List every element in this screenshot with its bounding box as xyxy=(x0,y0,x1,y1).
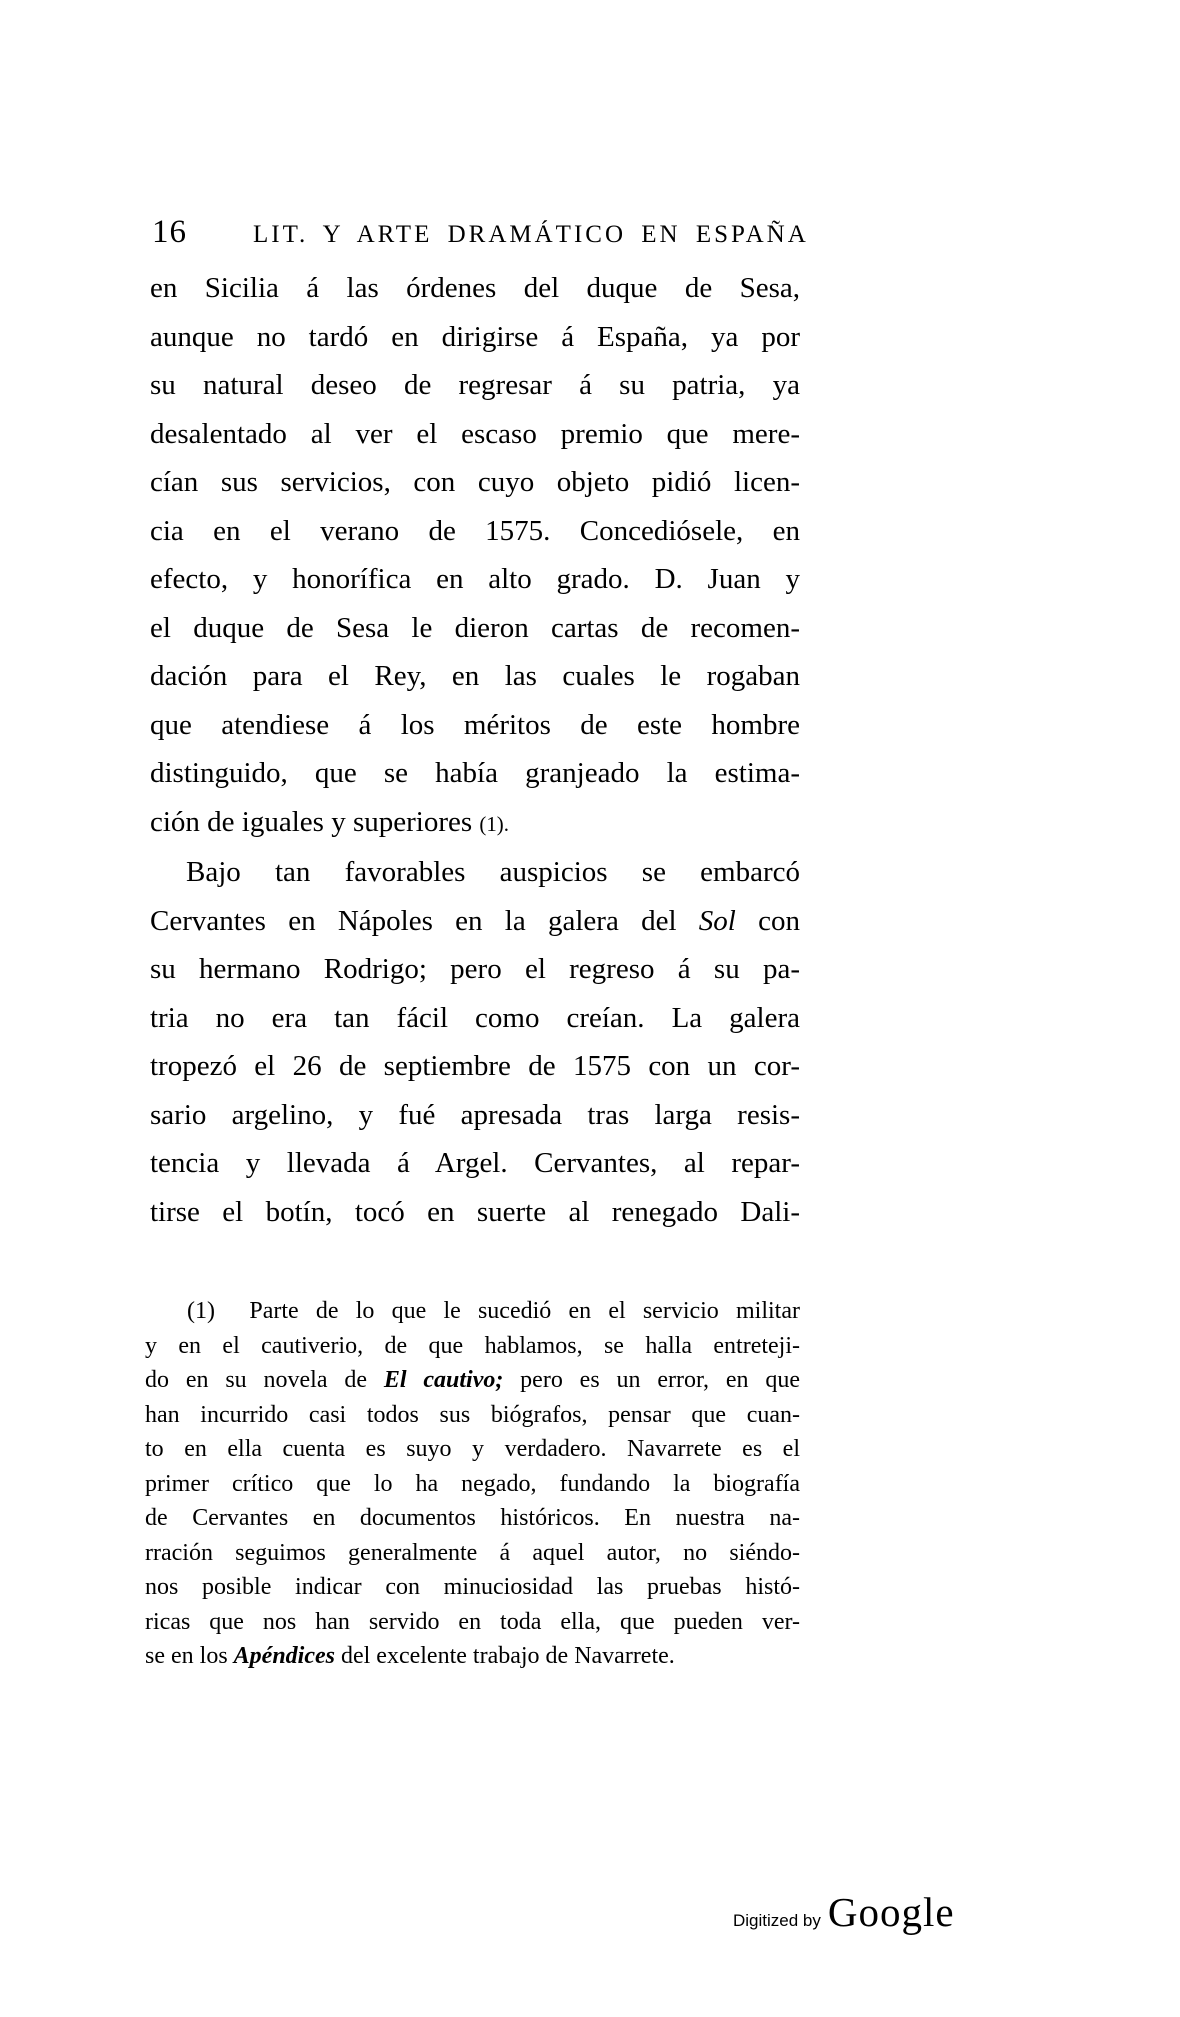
text-segment: Cervantes en Nápoles en la galera del xyxy=(150,904,699,937)
text-segment: su natural deseo de regresar á su patria, ya xyxy=(150,369,800,401)
body-line xyxy=(150,555,800,604)
text-segment: en Sicilia á las órdenes del duque de Sesa, xyxy=(150,272,800,304)
text-segment: se en los xyxy=(145,1643,234,1669)
text-segment: su hermano Rodrigo; pero el regreso á su pa- xyxy=(150,953,800,985)
text-segment: pero es un error, en que xyxy=(503,1367,801,1393)
text-segment: ricas que nos han servido en toda ella, que pueden ver- xyxy=(145,1608,800,1635)
text-segment: rración seguimos generalmente á aquel autor, no siéndo- xyxy=(145,1539,800,1566)
text-segment: desalentado al ver el escaso premio que mere- xyxy=(150,417,800,450)
body-line xyxy=(150,897,800,946)
page-number: 16 xyxy=(152,214,187,250)
text-segment: tirse el botín, tocó en suerte al renegado Dali- xyxy=(150,1195,800,1228)
body-line xyxy=(150,848,800,897)
text-segment: tria no era tan fácil como creían. La galera xyxy=(150,1001,800,1034)
body-line xyxy=(150,458,800,507)
text-segment: (1). xyxy=(479,811,509,836)
text-segment: sario argelino, y fué apresada tras larga resis- xyxy=(150,1098,800,1131)
text-segment: y en el cautiverio, de que hablamos, se halla entreteji- xyxy=(145,1332,800,1359)
footnote-line xyxy=(145,1536,800,1571)
text-segment: aunque no tardó en dirigirse á España, ya por xyxy=(150,320,800,353)
footnote-line xyxy=(145,1294,800,1329)
footnote-line xyxy=(145,1605,800,1640)
body-line xyxy=(150,361,800,410)
body-line xyxy=(150,507,800,556)
body-line xyxy=(150,604,800,653)
body-text xyxy=(150,264,800,1236)
body-line xyxy=(150,1091,800,1140)
text-segment: Apéndices xyxy=(233,1643,335,1669)
body-line xyxy=(150,749,800,798)
running-title: LIT. Y ARTE DRAMÁTICO EN ESPAÑA xyxy=(253,221,809,248)
text-segment: que atendiese á los méritos de este hombre xyxy=(150,708,800,741)
body-line xyxy=(150,1042,800,1091)
page-header xyxy=(152,214,852,251)
text-segment: han incurrido casi todos sus biógrafos, pensar que cuan- xyxy=(145,1401,800,1428)
body-line xyxy=(150,1139,800,1188)
text-segment: do en su novela de xyxy=(145,1367,384,1393)
body-line xyxy=(150,313,800,362)
footnote-line xyxy=(145,1432,800,1467)
footnote-line xyxy=(145,1501,800,1536)
text-segment: dación para el Rey, en las cuales le rogaban xyxy=(150,660,800,692)
footnote-line xyxy=(145,1570,800,1605)
text-segment: distinguido, que se había granjeado la estima- xyxy=(150,757,800,789)
body-line xyxy=(150,1188,800,1237)
footnote-line xyxy=(145,1363,800,1398)
watermark xyxy=(733,1888,955,1936)
text-segment: El cautivo; xyxy=(383,1367,504,1393)
text-segment: to en ella cuenta es suyo y verdadero. Navarrete es el xyxy=(145,1436,800,1462)
body-line xyxy=(150,410,800,459)
text-segment: de Cervantes en documentos históricos. En nuestra na- xyxy=(145,1505,800,1531)
body-line xyxy=(150,994,800,1043)
text-segment: efecto, y honorífica en alto grado. D. Juan y xyxy=(150,563,800,595)
footnote xyxy=(145,1294,800,1674)
google-logo: Google xyxy=(827,1889,955,1935)
text-segment: cían sus servicios, con cuyo objeto pidió licen- xyxy=(150,466,800,498)
text-segment: Bajo tan favorables auspicios se embarcó xyxy=(186,856,800,888)
footnote-line xyxy=(145,1329,800,1364)
body-line xyxy=(150,264,800,313)
text-segment: ción de iguales y superiores xyxy=(150,805,480,838)
text-segment: del excelente trabajo de Navarrete. xyxy=(334,1643,675,1669)
footnote-line xyxy=(145,1639,800,1674)
text-segment: Sol xyxy=(698,904,736,937)
body-line xyxy=(150,798,800,849)
text-segment: (1) Parte de lo que le sucedió en el servicio militar xyxy=(187,1298,800,1324)
text-segment: con xyxy=(735,904,800,937)
body-line xyxy=(150,652,800,701)
body-line xyxy=(150,701,800,750)
text-segment: tencia y llevada á Argel. Cervantes, al repar- xyxy=(150,1147,800,1179)
digitized-by-label: Digitized by xyxy=(733,1911,821,1930)
body-line xyxy=(150,945,800,994)
text-segment: tropezó el 26 de septiembre de 1575 con un cor- xyxy=(150,1050,800,1082)
text-segment: primer crítico que lo ha negado, fundando la biografía xyxy=(145,1470,800,1497)
footnote-line xyxy=(145,1398,800,1433)
text-segment: cia en el verano de 1575. Concediósele, en xyxy=(150,514,800,547)
text-segment: nos posible indicar con minuciosidad las pruebas histó- xyxy=(145,1574,800,1600)
text-segment: el duque de Sesa le dieron cartas de recomen- xyxy=(150,611,800,644)
footnote-line xyxy=(145,1467,800,1502)
